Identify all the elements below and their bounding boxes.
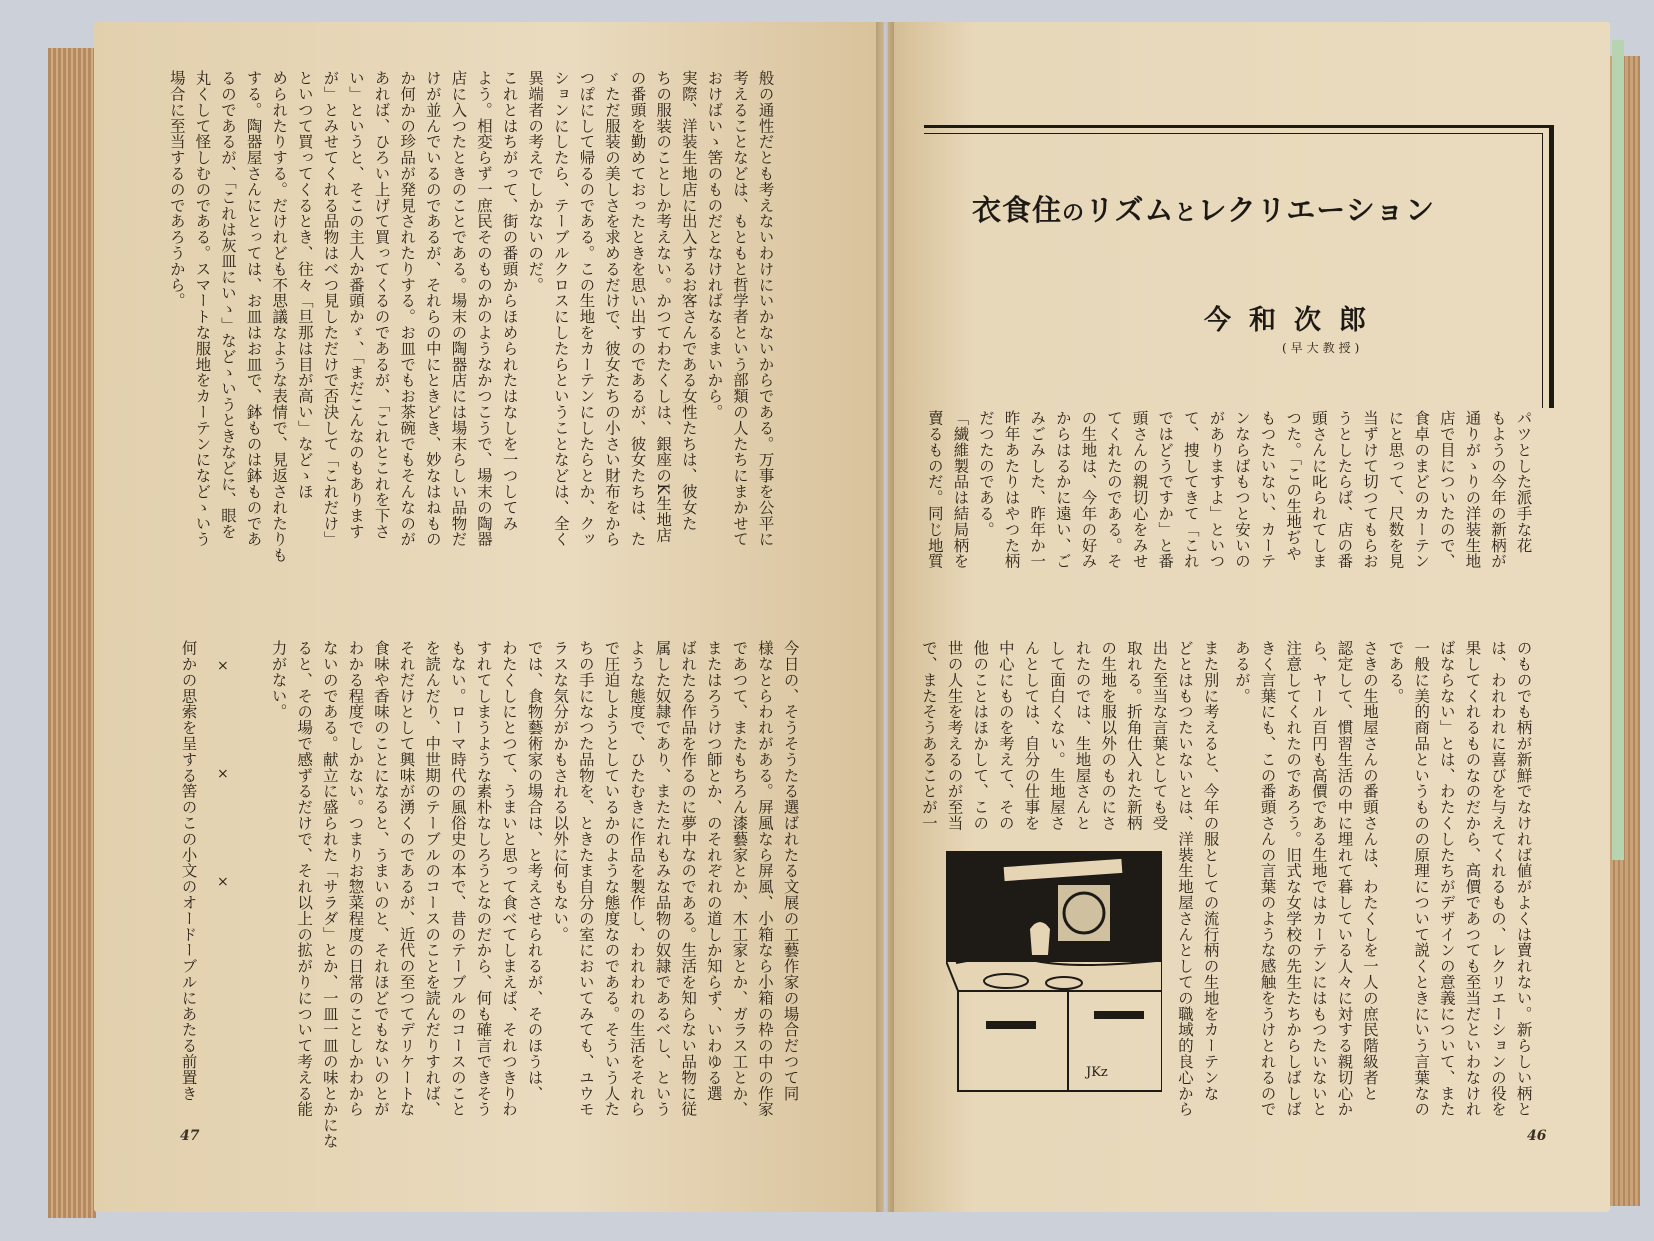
text-column: ラスな気分がかもされる以外に何もない。 <box>551 640 570 943</box>
title-part: リズム <box>1085 193 1175 227</box>
text-column: 当ずけて切つてもらお <box>1360 410 1379 569</box>
text-column: の番頭を勤めておったときを思い出すのであるが、彼女たちは、た <box>628 70 647 547</box>
text-column: 通りがゝりの洋装生地 <box>1463 410 1482 569</box>
text-column: 注意してくれたのであろう。旧式な女学校の先生たちからしばしば <box>1284 640 1303 1117</box>
book-gutter <box>876 22 894 1212</box>
text-column: ると、その場で感ずるだけで、それ以上の拡がりについて考える能 <box>295 640 314 1117</box>
text-column: の生地を服以外のものにさ <box>1099 640 1118 831</box>
text-column: ちの手になつた品物を、ときたま自分の室においてみても、ユウモ <box>576 640 595 1117</box>
text-column: 認定して、慣習生活の中に埋れて暮している人々に対する親切心か <box>1335 640 1354 1117</box>
page-number-left: 47 <box>180 1128 200 1144</box>
text-column: もようの今年の新柄が <box>1488 410 1507 569</box>
section-break-mark: × <box>217 874 229 890</box>
text-column: 店に入つたときのことである。場末の陶器店には場末らしい品物だ <box>449 70 468 547</box>
text-column: よう。相変らず一庶民そのものかのようなかつこうで、場末の陶器 <box>474 70 493 547</box>
text-column: 取れる。折角仕入れた新柄 <box>1124 640 1143 831</box>
text-column: 「繊維製品は結局柄を <box>951 410 970 569</box>
text-column: 場合に至当するのであろうから。 <box>167 70 186 309</box>
text-column: どとはもつたいないとは、洋裝生地屋さんとしての職域的良心から <box>1175 640 1194 1117</box>
text-column: ちの服装のことしか考えない。かつてわたくしは、銀座のK生地店 <box>654 70 673 544</box>
text-column: うとしたらば、店の番 <box>1335 410 1354 569</box>
text-column: ら、ヤール百円も高價である生地ではカーテンにはもつたいないと <box>1309 640 1328 1117</box>
text-column: がありますよ」といつ <box>1207 410 1226 569</box>
text-column: である。 <box>1386 640 1405 704</box>
text-column: 力がない。 <box>269 640 288 720</box>
text-column: が」とみせてくれる品物はべつ見しただけで否決して「これだけ」 <box>321 70 340 547</box>
text-column: からはるかに遠い、ご <box>1053 410 1072 569</box>
text-column: であつて、またもちろん漆藝家とか、木工家とか、ガラス工とか、 <box>730 640 749 1117</box>
text-column: められたりする。だけれども不思議なような表情で、見返されたりも <box>270 70 289 563</box>
text-column: 他のことはほかして、この <box>971 640 990 831</box>
text-column: で圧迫しようとしているかのような態度なのである。そういう人た <box>602 640 621 1117</box>
text-column: ような態度で、ひたむきに作品を製作し、われわれの生活をそれら <box>627 640 646 1117</box>
kitchen-stove-illustration <box>946 851 1162 1096</box>
text-column: つぽにして帰るのである。この生地をカーテンにしたらとか、クッ <box>577 70 596 547</box>
text-column: 一般に美的商品というものの原理について説くときにいう言葉なの <box>1412 640 1431 1117</box>
text-column: 食卓のまどのカーテン <box>1412 410 1431 569</box>
text-column: わたくしにとつて、うまいと思って食べてしまえば、それつきりわ <box>499 640 518 1117</box>
text-column: これとはちがって、街の番頭からほめられたはなしを一つしてみ <box>500 70 519 532</box>
text-column: わかる程度でしかない。つまりお惣菜程度の日常のことしかわから <box>346 640 365 1117</box>
text-column: い」というと、そこの主人か番頭かゞ、「まだこんなのもあります <box>346 70 365 540</box>
text-column: ないのである。献立に盛られた「サラダ」とか、一皿一皿の味とかにな <box>320 640 339 1149</box>
text-column: の生地は、今年の好み <box>1079 410 1098 569</box>
text-column: んとしては、自分の仕事を <box>1022 640 1041 831</box>
text-column: おけばいゝ筈のものだとなければなるまいから。 <box>705 70 724 420</box>
text-column: 般の通性だとも考えないわけにいかないからである。万事を公平に <box>756 70 775 547</box>
left-page-edges <box>48 48 96 1218</box>
left-final-column: 何かの思索を呈する筈のこの小文のオードーブルにあたる前置き <box>179 640 198 1102</box>
text-column: といつて買ってくるとき、往々「旦那は目が高い」などゝほ <box>295 70 314 500</box>
text-column: 様なとらわれがある。屏風なら屏風、小箱なら小箱の枠の中の作家 <box>755 640 774 1117</box>
author-affiliation: (早大教授) <box>1282 341 1364 355</box>
text-column: もつたいない、カーテ <box>1258 410 1277 569</box>
text-column: 食味や香味のことになると、うまいのと、それほどでもないのとが <box>371 640 390 1117</box>
section-break-mark: × <box>217 658 229 674</box>
text-column: あるが。 <box>1232 640 1251 704</box>
title-part: 衣食住 <box>972 193 1063 227</box>
article-title <box>972 188 1435 229</box>
page-number-right: 46 <box>1527 1128 1547 1144</box>
text-column: 中心にものを考えて、その <box>996 640 1015 831</box>
text-column: 世の人生を考えるのが至当 <box>945 640 964 831</box>
text-column: さきの生地屋さんの番頭さんは、わたくしを一人の庶民階級者と <box>1360 640 1379 1102</box>
text-column: きく言葉にも、この番頭さんの言葉のような感触をうけとれるので <box>1258 640 1277 1117</box>
text-column: のものでも柄が新鮮でなければ値がよくは賣れない。新らしい柄と <box>1514 640 1533 1117</box>
text-column: ゞただ服装の美しさを求めるだけで、彼女たちの小さい財布をから <box>602 70 621 547</box>
text-column: れたのでは、生地屋さんと <box>1073 640 1092 831</box>
text-column: 出た至当な言葉としても受 <box>1150 640 1169 831</box>
text-column: 賣るものだ。同じ地質 <box>925 410 944 569</box>
text-column: する。陶器屋さんにとっては、お皿はお皿で、鉢ものは鉢ものであ <box>244 70 263 547</box>
text-column: ではどうですか」と番 <box>1156 410 1175 569</box>
text-column: みごみした、昨年か一 <box>1028 410 1047 569</box>
illustration-signature: JKz <box>1086 1065 1108 1080</box>
text-column: ションにしたら、テーブルクロスにしたらということなどは、全く <box>551 70 570 547</box>
title-frame <box>924 125 1554 408</box>
text-column: また別に考えると、今年の服としての流行柄の生地をカーテンな <box>1201 640 1220 1102</box>
green-bookmark-strip <box>1612 40 1624 860</box>
text-column: 店で目についたので、 <box>1437 410 1456 569</box>
text-column: ばれたる作品を作るのに夢中なのである。生活を知らない品物に従 <box>679 640 698 1117</box>
text-column: ばならない」とは、わたくしたちがデザインの意義について、また <box>1437 640 1456 1117</box>
text-column: にと思って、尺数を見 <box>1386 410 1405 569</box>
text-column: すれてしまうような素朴なしろうとなのだから、何も確言できそう <box>474 640 493 1117</box>
text-column: 頭さんの親切心をみせ <box>1130 410 1149 569</box>
text-column: 考えることなどは、もともと哲学者という部類の人たちにまかせて <box>730 70 749 547</box>
text-column: で、またそうあることが一 <box>919 640 938 831</box>
text-column: 果してくれるものなのだから、高價であつても至当だといわなけれ <box>1463 640 1482 1117</box>
text-column: それだけとして興味が湧くのであるが、近代の至つてデリケートな <box>397 640 416 1117</box>
title-part: レクリエーション <box>1197 193 1436 227</box>
text-column: して面白くない。生地屋さ <box>1047 640 1066 831</box>
text-column: 丸くして怪しむのである。スマートな服地をカーテンになどゝいう <box>193 70 212 547</box>
text-column: もない。ローマ時代の風俗史の本で、昔のテーブルのコースのこと <box>448 640 467 1117</box>
text-column: またはろうけつ師とか、のそれぞれの道しか知らず、いわゆる選 <box>704 640 723 1102</box>
text-column: を読んだり、中世期のテーブルのコースのことを読んだりすれば、 <box>423 640 442 1117</box>
text-column: て、捜してきて「これ <box>1181 410 1200 569</box>
text-column: 昨年あたりはやつた柄 <box>1002 410 1021 569</box>
text-column: てくれたのである。そ <box>1104 410 1123 569</box>
author-name: 今和次郎 <box>1204 305 1384 336</box>
text-column: ンならばもつと安いの <box>1232 410 1251 569</box>
title-part: と <box>1174 200 1198 226</box>
text-column: 今日の、そうそうたる選ばれたる文展の工藝作家の場合だつて同 <box>781 640 800 1102</box>
text-column: るのであるが、「これは灰皿にいゝ」などゝいうときなどに、眼を <box>218 70 237 540</box>
text-column: つた。「この生地ぢや <box>1284 410 1303 562</box>
text-column: あれば、ひろい上げて買ってくるのであるが、「これとこれを下さ <box>372 70 391 540</box>
text-column: では、食物藝術家の場合は、と考えさせられるが、そのほうは、 <box>525 640 544 1102</box>
text-column: だつたのである。 <box>976 410 995 538</box>
text-column: 属した奴隷であり、またたれもみな品物の奴隷であるべし、という <box>653 640 672 1117</box>
title-part: の <box>1062 200 1086 226</box>
text-column: けが並んでいるのであるが、それらの中にときどき、妙なはねもの <box>423 70 442 547</box>
text-column: は、われわれに喜びを与えてくれるもの、レクリエーションの役を <box>1488 640 1507 1117</box>
text-column: か何かの珍品が発見されたりする。お皿でもお茶碗でもそんなのが <box>398 70 417 547</box>
text-column: 実際、洋装生地店に出入するお客さんである女性たちは、彼女た <box>679 70 698 532</box>
text-column: パツとした派手な花 <box>1514 410 1533 554</box>
text-column: 頭さんに叱られてしま <box>1309 410 1328 569</box>
text-column: 異端者の考えでしかないのだ。 <box>526 70 545 293</box>
section-break-mark: × <box>217 766 229 782</box>
